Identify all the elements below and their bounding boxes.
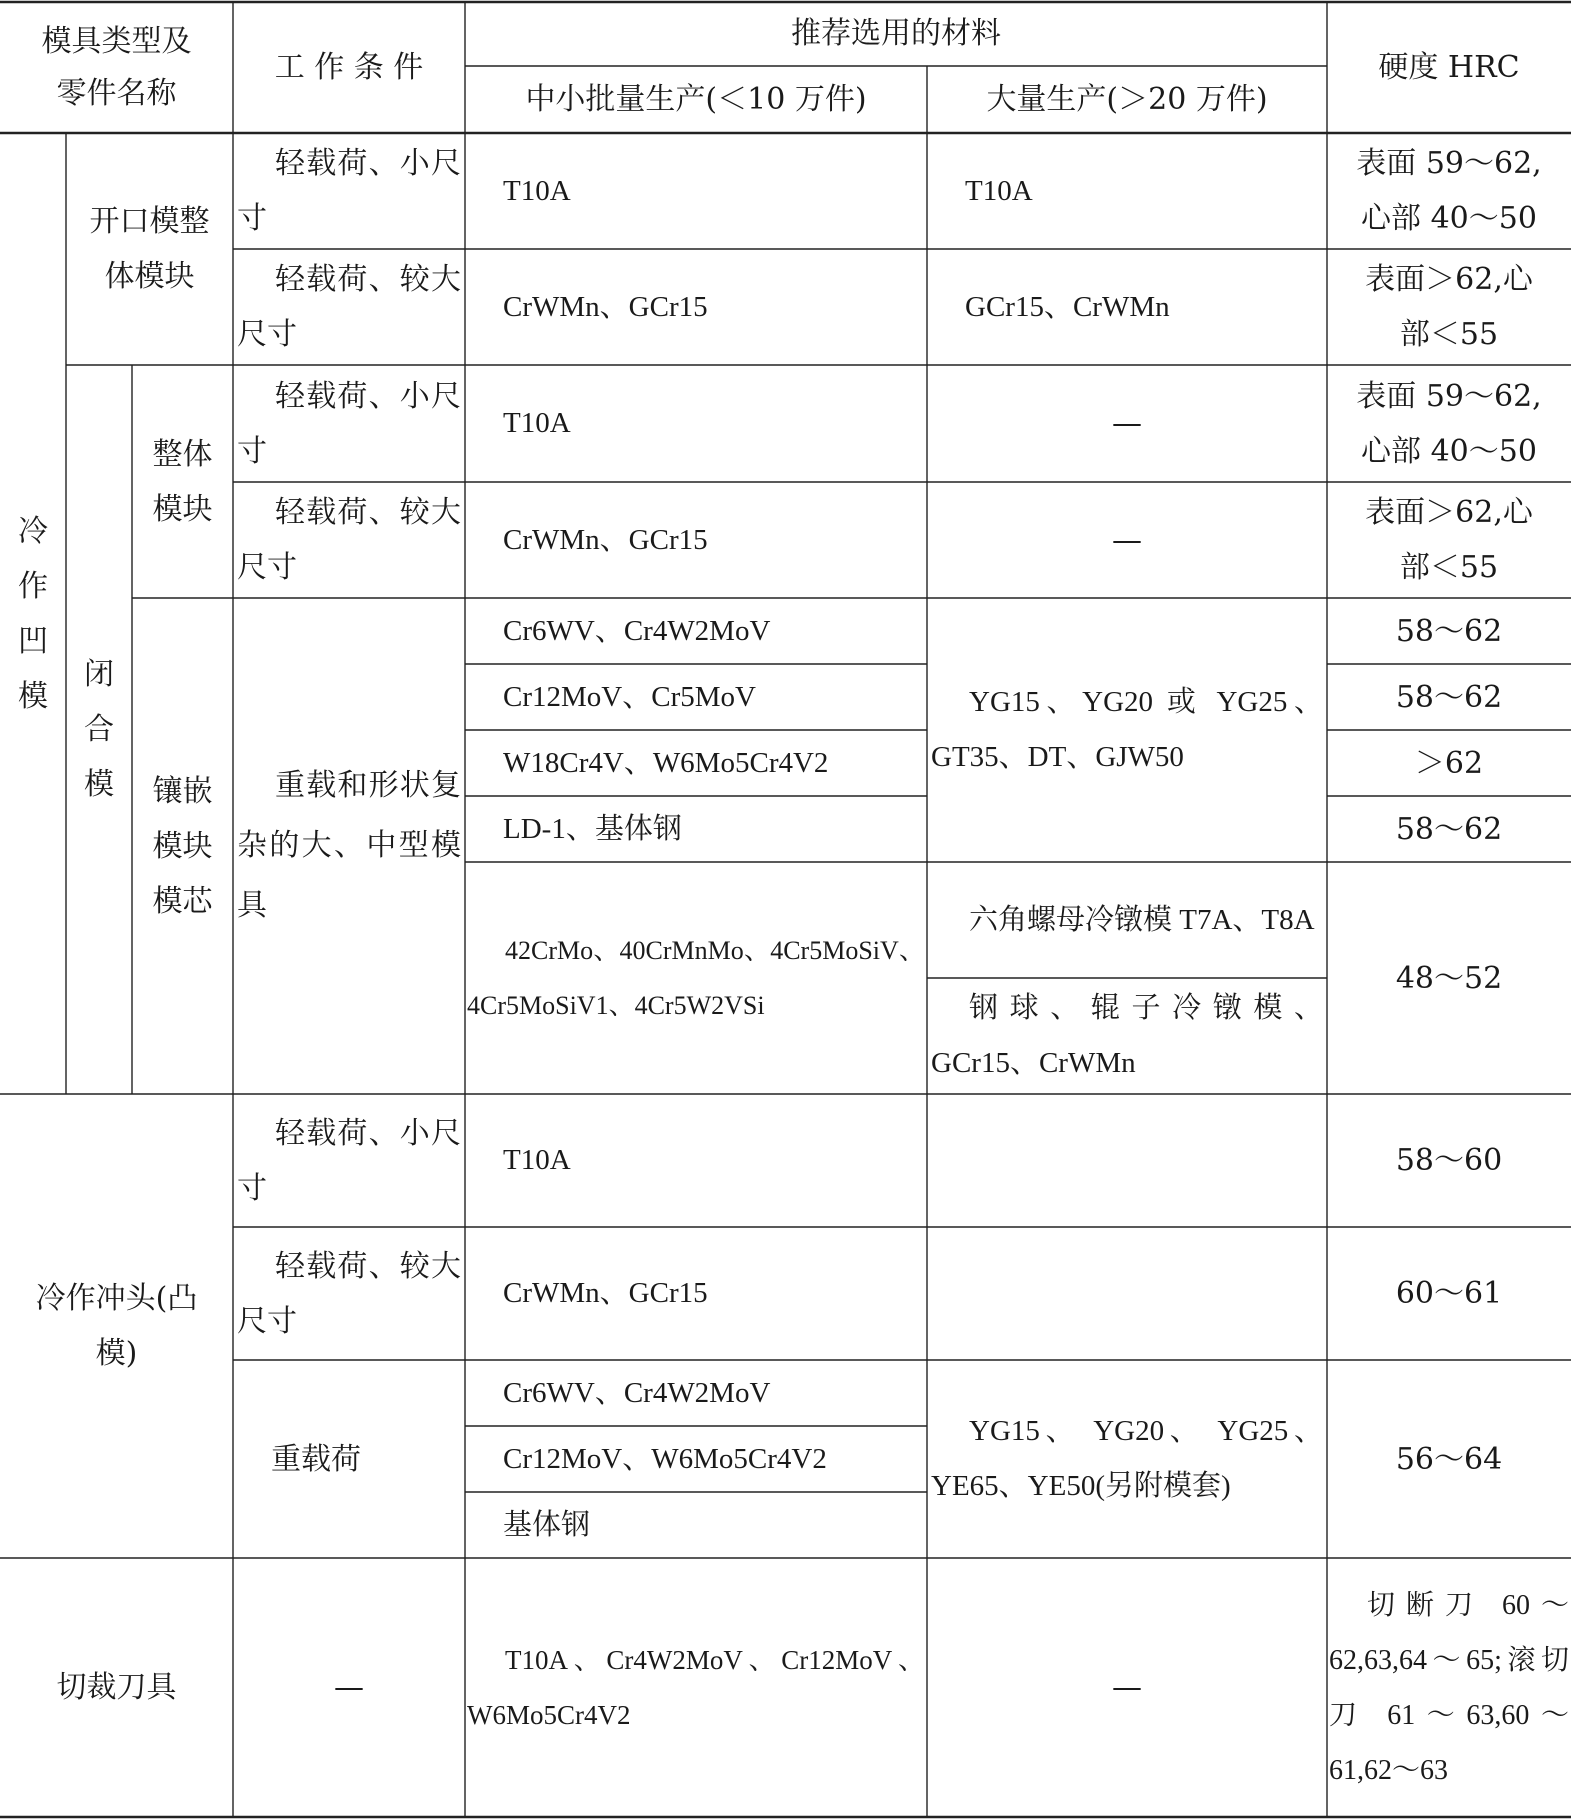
punch3-small-1: Cr6WV、Cr4W2MoV: [503, 1376, 771, 1409]
row4-small-batch: CrWMn、GCr15: [503, 523, 708, 556]
row3-small-batch: T10A: [503, 407, 571, 439]
insert-hardness-3: ＞62: [1414, 745, 1484, 781]
punch1-small-batch: T10A: [503, 1144, 571, 1176]
group-integral-block: 整体模块: [152, 436, 213, 527]
insert-hardness-2: 58～62: [1395, 679, 1503, 715]
header-small-batch: 中小批量生产(＜10 万件): [525, 81, 867, 117]
row3-large-batch: —: [1112, 406, 1142, 441]
row2-large-batch: GCr15、CrWMn: [965, 290, 1170, 323]
cut-large-batch: —: [1112, 1670, 1142, 1705]
punch2-large-batch: [927, 1227, 1327, 1360]
row2-condition: 轻载荷、较大尺寸: [237, 262, 461, 352]
insert-large-a: YG15、YG20 或 YG25、GT35、DT、GJW50: [931, 686, 1323, 773]
row3-hardness: 表面 59～62,心部 40～50: [1356, 378, 1542, 469]
punch3-condition: 重载荷: [271, 1441, 361, 1477]
insert-small-3: W18Cr4V、W6Mo5Cr4V2: [503, 746, 829, 779]
row1-large-batch: T10A: [965, 174, 1033, 207]
punch3-large-batch: YG15、 YG20、 YG25、YE65、YE50(另附模套): [931, 1415, 1323, 1502]
insert-small-2: Cr12MoV、Cr5MoV: [503, 680, 756, 713]
cut-condition: —: [334, 1670, 364, 1705]
punch2-hardness: 60～61: [1395, 1276, 1503, 1311]
cut-small-batch: T10A、Cr4W2MoV、Cr12MoV、W6Mo5Cr4V2: [467, 1644, 925, 1730]
insert-hardness-1: 58～62: [1395, 613, 1503, 649]
row1-small-batch: T10A: [503, 174, 571, 207]
punch1-large-batch: [927, 1094, 1327, 1227]
insert-condition: 重载和形状复杂的大、中型模具: [237, 768, 461, 923]
row3-condition: 轻载荷、小尺寸: [237, 378, 461, 469]
header-conditions: 工 作 条 件: [274, 49, 424, 85]
cut-hardness: 切断刀 60～62,63,64～65;滚切刀 61～63,60～61,62～63: [1329, 1589, 1569, 1786]
group-open-die-block: 开口模整体模块: [89, 204, 210, 294]
punch1-condition: 轻载荷、小尺寸: [237, 1115, 461, 1206]
punch1-hardness: 58～60: [1395, 1143, 1503, 1178]
row2-hardness: 表面＞62,心部＜55: [1365, 262, 1533, 352]
insert-small-5: 42CrMo、40CrMnMo、4Cr5MoSiV、4Cr5MoSiV1、4Cr5W2VSi: [467, 936, 925, 1020]
row1-condition: 轻载荷、小尺寸: [237, 146, 461, 236]
row4-condition: 轻载荷、较大尺寸: [237, 495, 461, 585]
group-closed-die: 闭合模: [84, 657, 114, 802]
row2-small-batch: CrWMn、GCr15: [503, 290, 708, 323]
group-insert-block: 镶嵌模块模芯: [152, 773, 213, 919]
group-cold-punch: 冷作冲头(凸模): [35, 1281, 198, 1371]
group-cutting-tool: 切裁刀具: [56, 1670, 177, 1705]
row1-hardness: 表面 59～62,心部 40～50: [1356, 146, 1542, 236]
insert-small-4: LD-1、基体钢: [503, 812, 682, 845]
punch2-small-batch: CrWMn、GCr15: [503, 1277, 708, 1309]
header-large-batch: 大量生产(＞20 万件): [986, 81, 1268, 117]
punch3-small-3: 基体钢: [503, 1508, 591, 1541]
insert-large-b2: 钢球、辊子冷镦模、GCr15、CrWMn: [931, 992, 1323, 1079]
group-cold-die: 冷作凹模: [18, 513, 48, 714]
punch3-hardness: 56～64: [1395, 1441, 1503, 1477]
header-hardness: 硬度 HRC: [1378, 49, 1520, 85]
row4-large-batch: —: [1112, 522, 1142, 558]
row4-hardness: 表面＞62,心部＜55: [1365, 495, 1533, 585]
header-recommended: 推荐选用的材料: [791, 16, 1001, 51]
punch2-condition: 轻载荷、较大尺寸: [237, 1248, 461, 1339]
insert-small-1: Cr6WV、Cr4W2MoV: [503, 614, 771, 647]
header-die-type: 模具类型及零件名称: [41, 23, 192, 111]
insert-hardness-4: 58～62: [1395, 811, 1503, 847]
punch3-small-2: Cr12MoV、W6Mo5Cr4V2: [503, 1442, 827, 1475]
insert-large-b1: 六角螺母冷镦模 T7A、T8A: [969, 903, 1315, 936]
insert-hardness-5: 48～52: [1395, 960, 1503, 996]
